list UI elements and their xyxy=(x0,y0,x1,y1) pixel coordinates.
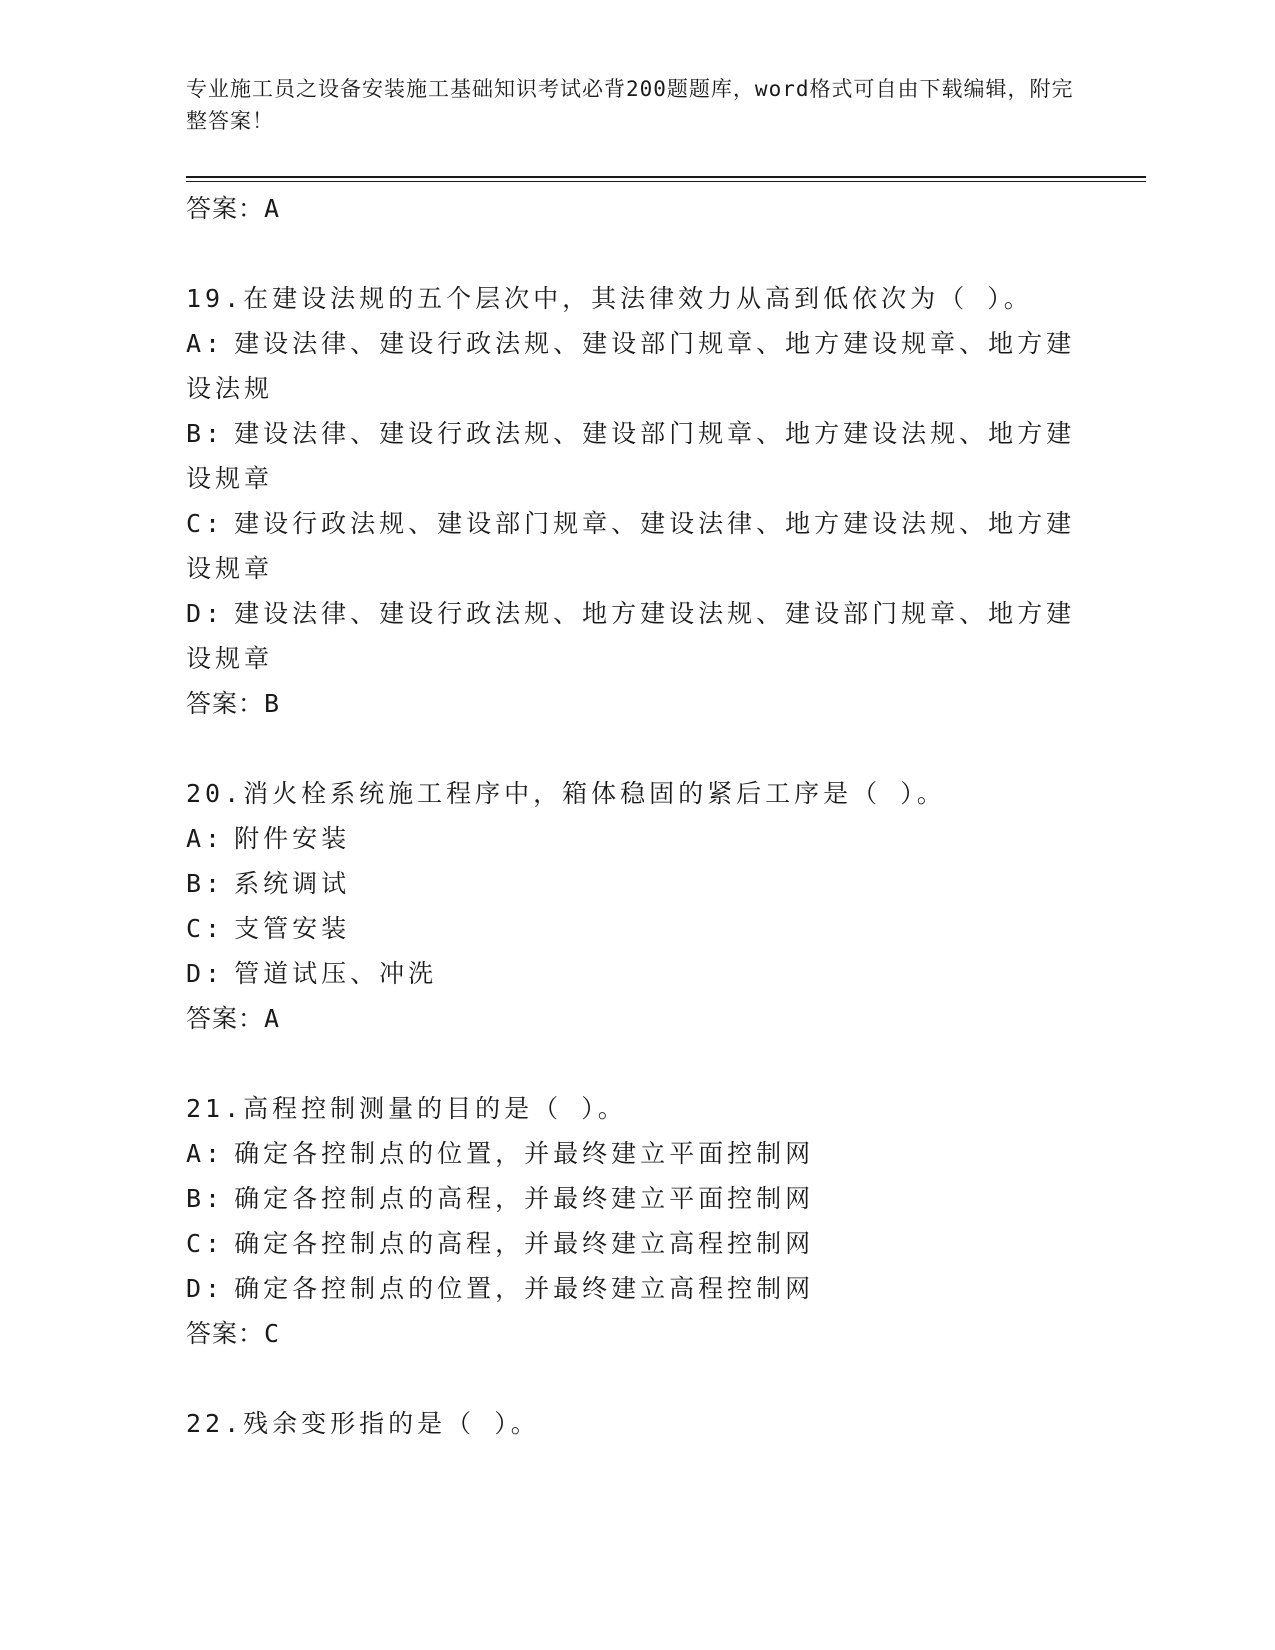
spacer xyxy=(186,1041,1086,1086)
option-text: 确定各控制点的位置，并最终建立平面控制网 xyxy=(234,1139,815,1168)
option-label: C: xyxy=(186,1229,225,1258)
spacer xyxy=(186,1356,1086,1401)
question-text xyxy=(186,276,1086,321)
question-20 xyxy=(186,771,1086,1041)
option-label: B: xyxy=(186,869,225,898)
option-text: 管道试压、冲洗 xyxy=(234,959,438,988)
option-text: 确定各控制点的高程，并最终建立高程控制网 xyxy=(234,1229,815,1258)
answer-line xyxy=(186,1311,1086,1356)
answer-value: B xyxy=(264,689,281,718)
question-stem: 消火栓系统施工程序中，箱体稳固的紧后工序是（ ）。 xyxy=(243,779,946,808)
option-label: B: xyxy=(186,419,225,448)
option-label: D: xyxy=(186,1274,225,1303)
option-label: A: xyxy=(186,329,225,358)
option-d xyxy=(186,591,1086,681)
question-number: 21. xyxy=(186,1094,244,1123)
option-text: 确定各控制点的位置，并最终建立高程控制网 xyxy=(234,1274,815,1303)
option-text: 建设法律、建设行政法规、建设部门规章、地方建设法规、地方建设规章 xyxy=(186,419,1076,493)
option-text: 支管安装 xyxy=(234,914,351,943)
option-a xyxy=(186,816,1086,861)
option-label: B: xyxy=(186,1184,225,1213)
answer-label: 答案： xyxy=(186,1004,265,1033)
option-text: 建设法律、建设行政法规、地方建设法规、建设部门规章、地方建设规章 xyxy=(186,599,1076,673)
question-22 xyxy=(186,1401,1086,1446)
question-stem: 在建设法规的五个层次中，其法律效力从高到低依次为（ ）。 xyxy=(243,284,1033,313)
option-d xyxy=(186,951,1086,996)
option-text: 附件安装 xyxy=(234,824,351,853)
question-stem: 高程控制测量的目的是（ ）。 xyxy=(243,1094,627,1123)
answer-value: C xyxy=(264,1319,281,1348)
spacer xyxy=(186,726,1086,771)
option-label: C: xyxy=(186,914,225,943)
question-list xyxy=(186,186,1086,1446)
option-text: 建设法律、建设行政法规、建设部门规章、地方建设规章、地方建设法规 xyxy=(186,329,1076,403)
option-label: D: xyxy=(186,959,225,988)
question-number: 22. xyxy=(186,1409,244,1438)
answer-label: 答案： xyxy=(186,689,265,718)
answer-value: A xyxy=(264,194,281,223)
option-text: 确定各控制点的高程，并最终建立平面控制网 xyxy=(234,1184,815,1213)
option-d xyxy=(186,1266,1086,1311)
option-c xyxy=(186,1221,1086,1266)
page-header: 专业施工员之设备安装施工基础知识考试必背200题题库，word格式可自由下载编辑，附完整答案！ xyxy=(186,77,1074,133)
option-a xyxy=(186,1131,1086,1176)
option-text: 系统调试 xyxy=(234,869,351,898)
option-label: D: xyxy=(186,599,225,628)
answer-value: A xyxy=(264,1004,281,1033)
question-text xyxy=(186,1086,1086,1131)
option-label: C: xyxy=(186,509,225,538)
question-text xyxy=(186,771,1086,816)
question-19 xyxy=(186,276,1086,726)
answer-line xyxy=(186,186,1086,231)
option-label: A: xyxy=(186,824,225,853)
option-c xyxy=(186,501,1086,591)
answer-label: 答案： xyxy=(186,194,265,223)
question-text xyxy=(186,1401,1086,1446)
option-b xyxy=(186,411,1086,501)
header-rule-thin xyxy=(186,181,1146,182)
spacer xyxy=(186,231,1086,276)
question-21 xyxy=(186,1086,1086,1356)
option-b xyxy=(186,1176,1086,1221)
option-label: A: xyxy=(186,1139,225,1168)
question-number: 20. xyxy=(186,779,244,808)
option-b xyxy=(186,861,1086,906)
answer-line xyxy=(186,681,1086,726)
option-c xyxy=(186,906,1086,951)
header-rule-thick xyxy=(186,176,1146,178)
answer-line xyxy=(186,996,1086,1041)
answer-label: 答案： xyxy=(186,1319,265,1348)
option-a xyxy=(186,321,1086,411)
question-stem: 残余变形指的是（ ）。 xyxy=(243,1409,540,1438)
option-text: 建设行政法规、建设部门规章、建设法律、地方建设法规、地方建设规章 xyxy=(186,509,1076,583)
question-number: 19. xyxy=(186,284,244,313)
